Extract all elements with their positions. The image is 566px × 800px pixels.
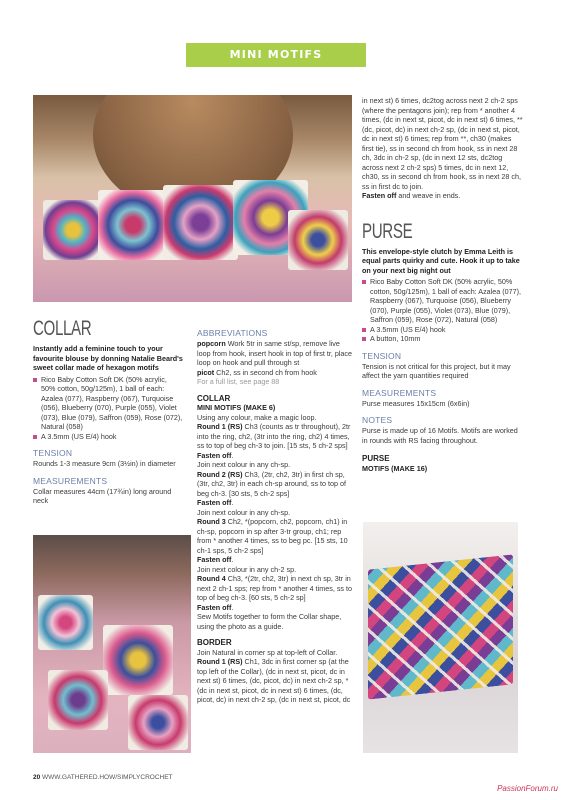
list-item: A 3.5mm (US E/4) hook [362,325,524,335]
instruction-text: Ch3, (2tr, ch2, 3tr) in first ch sp, (3tr, ch2, 3tr) in each ch-sp around, ss to top of beg ch-3. [30 sts, 5 ch-2 sps] [197,469,347,498]
instruction-line [197,517,354,555]
instruction-text: . [231,498,234,507]
purse-measure-head: MEASUREMENTS [362,387,437,398]
collar-intro: Instantly add a feminine touch to your favourite blouse by donning Natalie Beard's sweet collar made of hexagon motifs [33,344,183,372]
instruction-line [197,555,354,565]
instruction-text: Sew Motifs together to form the Collar shape, using the photo as a guide. [197,612,342,631]
collar-tension: Rounds 1-3 measure 9cm (3½in) in diameter [33,459,176,468]
instruction-label: Round 4 [197,574,226,583]
collar-title: COLLAR [33,317,92,340]
collar-tension-head: TENSION [33,448,73,458]
full-list-note: For a full list, see page 88 [197,377,280,386]
instruction-line [197,603,354,613]
instruction-text: . [231,450,234,460]
instruction-label: Fasten off [197,602,232,612]
page-footer [33,774,173,781]
motif-head: MINI MOTIFS (MAKE 6) [197,403,276,412]
instruction-line [197,460,354,470]
purse-tension-head: TENSION [362,350,402,361]
abbr-term: picot [197,367,215,377]
instruction-text: Ch3, *(2tr, ch2, 3tr) in next ch sp, 3tr in next 2 ch-1 sps; rep from * another 4 times, ss to top of beg ch-3. [60 sts, 5 ch-2 sp] [197,574,352,602]
right-column [362,96,524,473]
instruction-line [197,508,354,518]
collar-measure: Collar measures 44cm (17¾in) long around neck [33,486,172,505]
instruction-line [197,422,354,451]
instruction-text: Join Natural in corner sp at top-left of Collar. [197,647,338,657]
notes-head: NOTES [362,415,393,425]
footer-site: WWW.GATHERED.HOW/SIMPLYCROCHET [40,774,173,781]
purse-section-head: PURSE [362,454,390,463]
instruction-line [197,451,354,461]
abbr-text: Work 5tr in same st/sp, remove live loop from hook, insert hook in top of first tr, place loop on hook and pull through st [197,339,353,367]
pattern-column [197,328,354,705]
collar-section-head: COLLAR [197,393,231,403]
purse-title: PURSE [362,219,413,243]
instruction-line [197,498,354,508]
page-number: 20 [33,774,41,781]
instruction-text: Join next colour in any ch-2 sp. [197,564,297,574]
purse-notes: Purse is made up of 16 Motifs. Motifs are worked in rounds with RS facing throughout. [362,426,518,445]
instruction-text: Join next colour in any ch-sp. [197,460,291,469]
instruction-line [197,657,354,705]
border-head: BORDER [197,638,232,647]
fasten-term: Fasten off [362,191,397,200]
collar-front-photo [33,535,191,753]
fasten-text: and weave in ends. [396,191,461,200]
list-item: A button, 10mm [362,334,524,344]
instruction-label: Round 1 (RS) [197,422,243,431]
instruction-text: Using any colour, make a magic loop. [197,412,317,422]
abbr-term: popcorn [197,339,226,348]
list-item: A 3.5mm (US E/4) hook [33,432,183,442]
border-continued: in next st) 6 times, dc2tog across next 2 ch-2 sps (where the pentagons join); rep from * another 4 times, (dc in next st, picot, dc in next st) 6 times, **(dc, picot, dc) in next ch-2 sp, (dc in next st, picot, dc in next st) 6 times; rep from **, ch30 (makes first tie), ss in second ch from hook, ss in next 28 ch, 3dc in ch-2 sp, (dc in next 12 sts, dc2tog across next 2 ch-2 sps) 5 times, dc in next 12, ch30, ss in second ch from hook, ss in next 28 ch, ss in first dc to join. [362,96,523,191]
instruction-line [197,648,354,658]
instruction-text: Ch3 (counts as tr throughout), 2tr into the ring, ch2, (3tr into the ring, ch2) 4 times, ss to top of beg ch-3 to join. [15 sts, 5 ch-2 sps] [197,422,351,450]
instruction-line [197,565,354,575]
instruction-text: Ch2, *(popcorn, ch2, popcorn, ch1) in ch-sp, popcorn in sp after 3-tr group, ch1; rep from * another 4 times, ss to beg pc. [15 sts, 10 ch-1 sps, 5 ch-2 sps] [197,517,348,555]
instruction-line [197,574,354,603]
instruction-text: . [231,555,234,564]
purse-intro: This envelope-style clutch by Emma Leith is equal parts quirky and cute. Hook it up to take on your next big night out [362,246,520,275]
instruction-label: Fasten off [197,450,232,460]
section-banner: MINI MOTIFS COLLECTION [186,43,366,67]
collar-materials [33,375,183,442]
watermark: PassionForum.ru [497,784,558,793]
list-item: Rico Baby Cotton Soft DK (50% acrylic, 50% cotton, 50g/125m), 1 ball of each: Azalea (077), Raspberry (067), Turquoise (056), Blueberry (070), Purple (055), Violet (073), Blue (079), Saffron (059), Rose (072), Natural (058) [33,375,183,432]
instruction-text: . [231,602,234,612]
instruction-line [197,470,354,499]
instruction-text: Join next colour in any ch-sp. [197,507,291,517]
collar-measure-head: MEASUREMENTS [33,475,108,486]
list-item: Rico Baby Cotton Soft DK (50% acrylic, 50% cotton, 50g/125m), 1 ball of each: Azalea (077), Raspberry (067), Turquoise (056), Blueberry (070), Purple (055), Violet (073), Blue (079), Saffron (059), Rose (072), Natural (058) [362,277,524,325]
instruction-text: Ch1, 3dc in first corner sp (at the top left of the Collar), (dc in next st, picot, dc in next st) 6 times, (dc, picot, dc) in next ch-2 sp, *(dc in next st, picot, dc in next st) 6 times, (dc, picot, dc) in next ch-2 sp, (dc in next st, picot, dc [197,657,351,704]
instruction-line [197,413,354,423]
purse-tension: Tension is not critical for this project, but it may affect the yarn quantities required [362,361,511,380]
instruction-label: Fasten off [197,498,232,507]
abbr-text: Ch2, ss in second ch from hook [214,367,317,377]
instruction-label: Round 3 [197,517,226,526]
collar-back-photo [33,95,352,302]
instruction-label: Round 2 (RS) [197,469,243,479]
instruction-label: Fasten off [197,555,232,564]
abbr-popcorn [197,339,354,368]
fasten-off-line [362,191,524,201]
instruction-line [197,612,354,631]
instruction-label: Round 1 (RS) [197,657,243,666]
collar-intro-column [33,318,183,506]
purse-materials [362,277,524,344]
abbr-picot [197,368,354,378]
purse-photo [363,522,518,753]
purse-motif-head: MOTIFS (MAKE 16) [362,463,428,473]
purse-measure: Purse measures 15x15cm (6x6in) [362,398,470,408]
abbreviations-head: ABBREVIATIONS [197,328,268,338]
